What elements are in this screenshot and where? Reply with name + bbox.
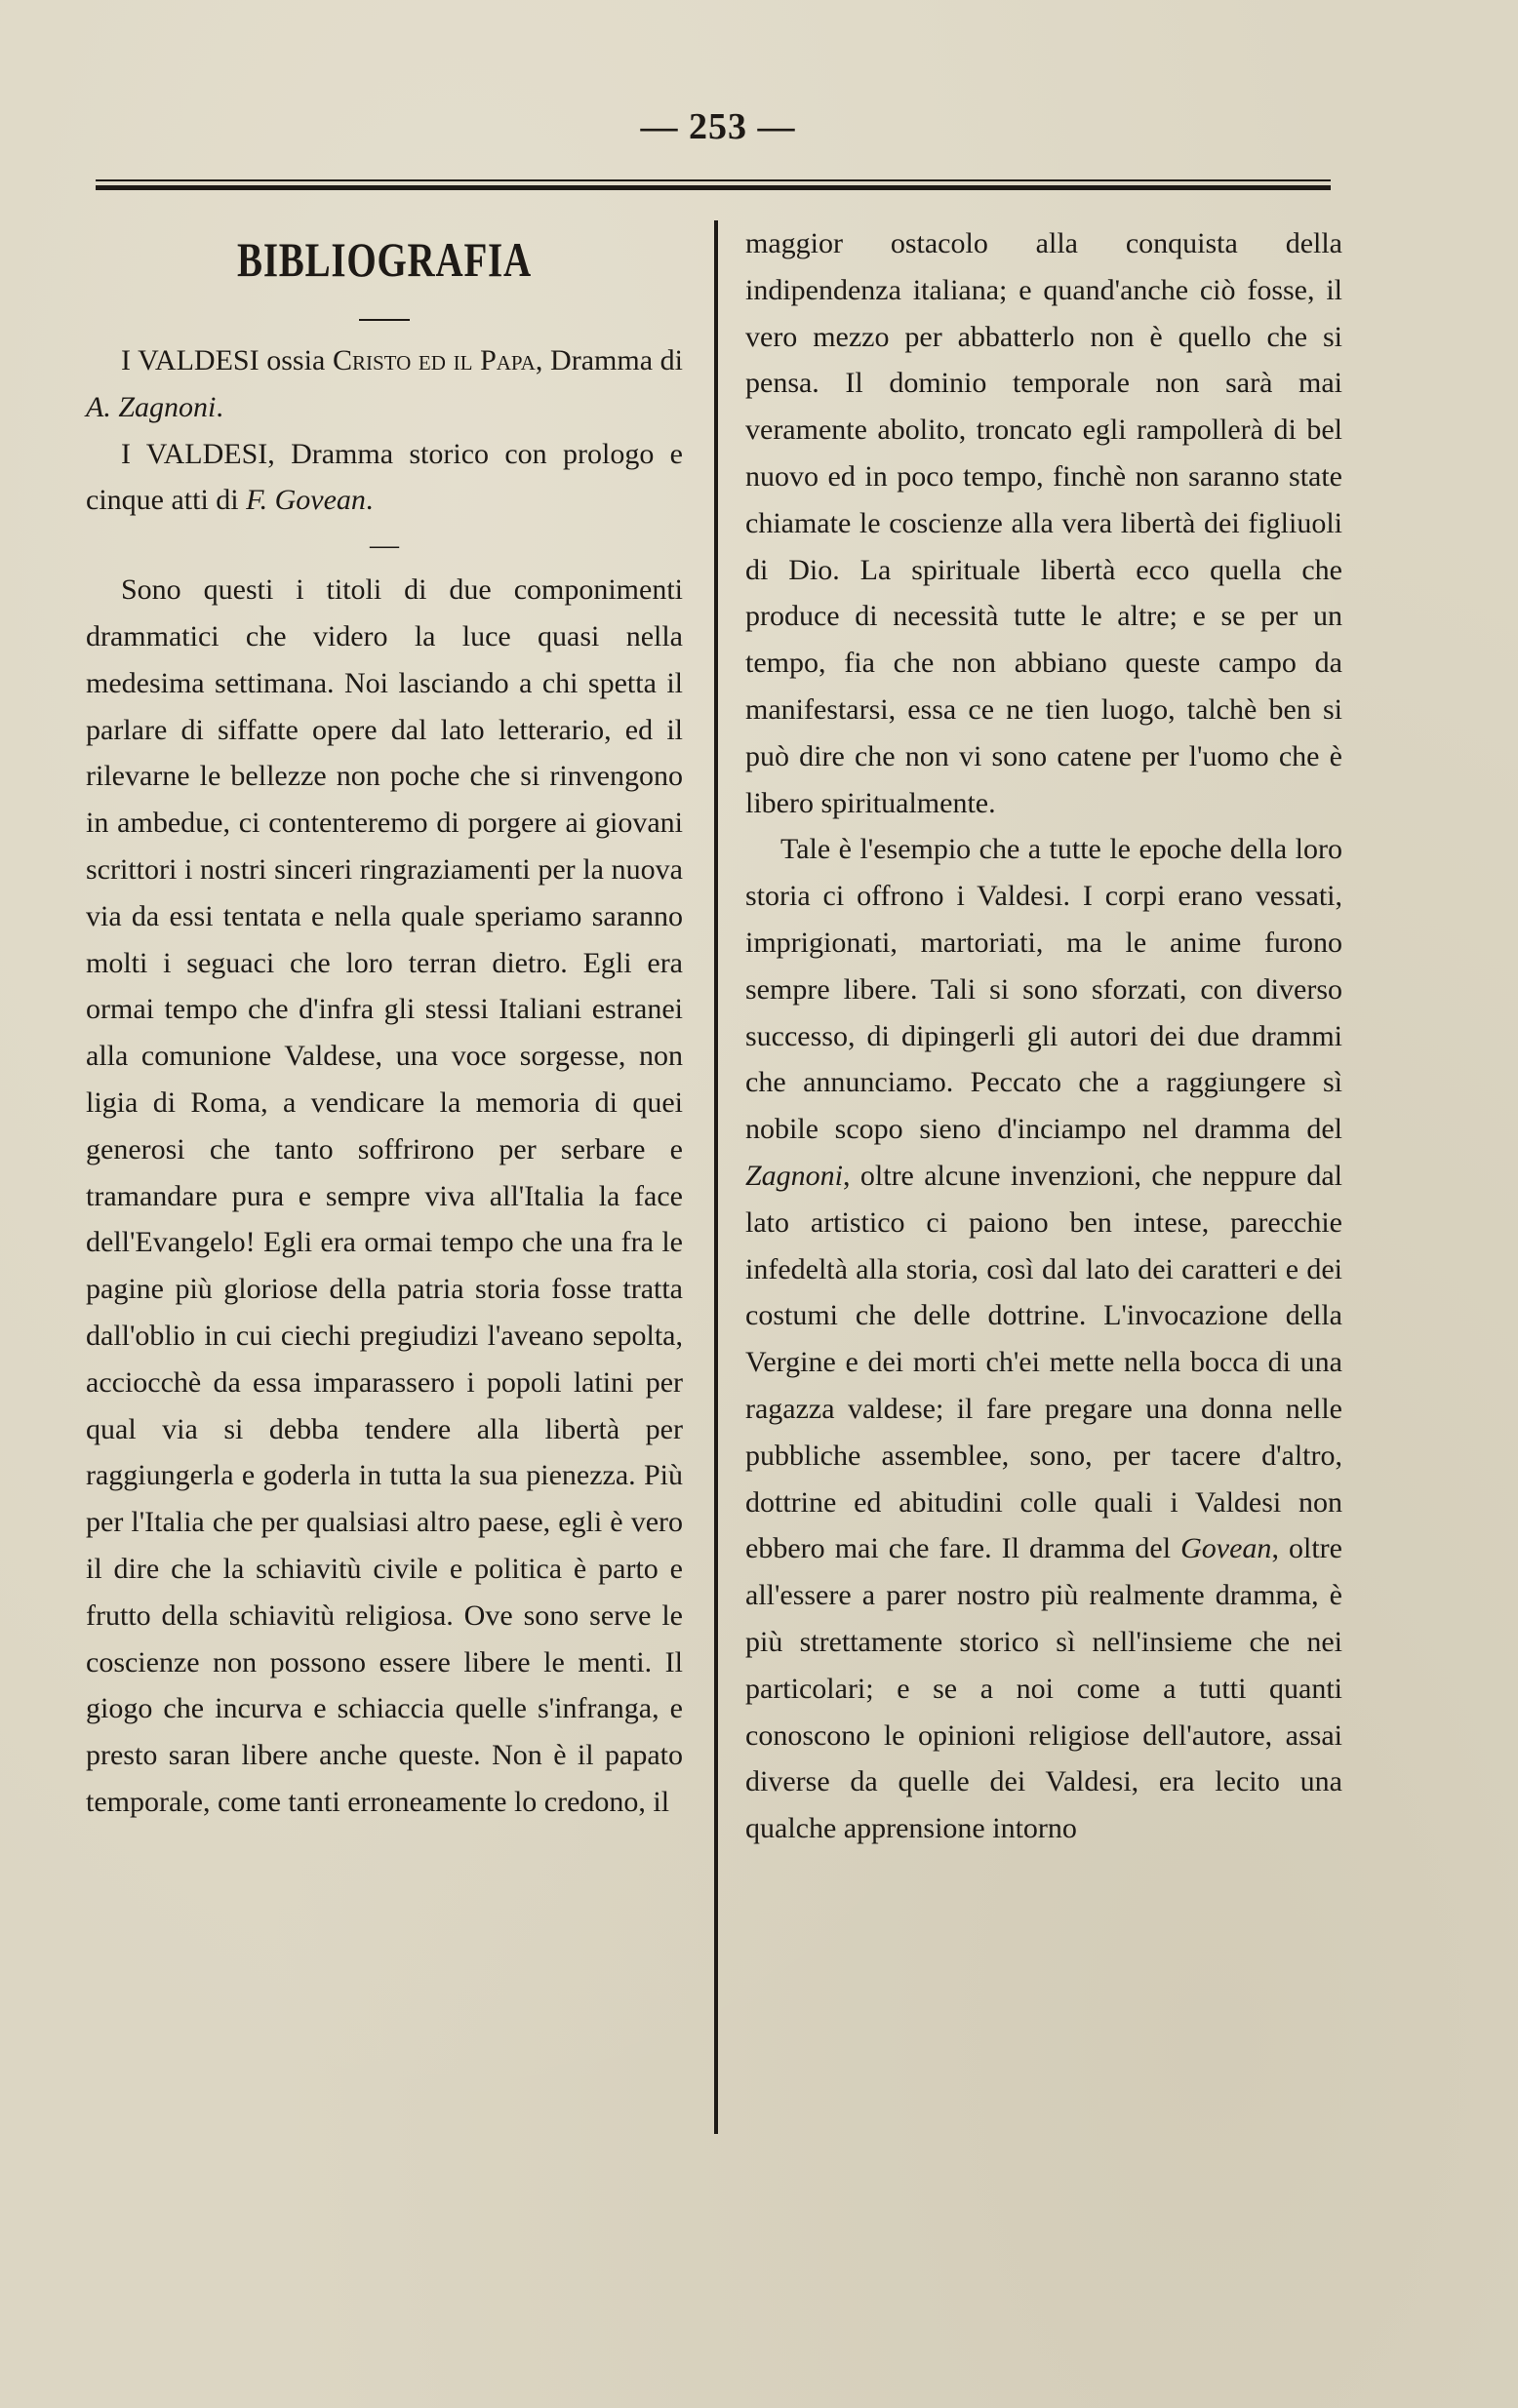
- title-separator: [86, 298, 683, 337]
- header-rule-thick: [96, 185, 1331, 190]
- left-column: [86, 220, 683, 1826]
- bibliographic-entry-1: I VALDESI ossia Cristo ed il Papa, Dramma di A. Zagnoni.: [86, 344, 684, 423]
- page-number: — 253 —: [640, 106, 796, 147]
- entries-separator: —: [370, 529, 399, 562]
- header-rule-thin: [96, 179, 1331, 181]
- section-title: BIBLIOGRAFIA: [237, 232, 532, 287]
- body-paragraph-1: Sono questi i titoli di due componimenti drammatici che videro la luce quasi nella medesima settimana. Noi lasciando a chi spetta il parlare di siffatte opere dal lato letterario, ed il rilevarne le bellezze non poche che si rinvengono in ambedue, ci contenteremo di porgere ai giovani scrittori i nostri sinceri ringraziamenti per la nuova via da essi tentata e nella quale speriamo saranno molti i seguaci che loro terran dietro. Egli era ormai tempo che d'infra gli stessi Italiani estranei alla comunione Valdese, una voce sorgesse, non ligia di Roma, a vendicare la memoria di quei generosi che tanto soffrirono per serbare e tramandare pura e sempre viva all'Italia la face dell'Evangelo! Egli era ormai tempo che una fra le pagine più gloriose della patria storia fosse tratta dall'oblio in cui ciechi pregiudizi l'aveano sepolta, acciocchè da essa imparassero i popoli latini per qual via si debba tendere alla libertà per raggiungerla e goderla in tutta la sua pienezza. Più per l'Italia che per qualsiasi altro paese, egli è vero il dire che la schiavitù civile e politica è parto e frutto della schiavitù religiosa. Ove sono serve le coscienze non possono essere libere le menti. Il giogo che incurva e schiaccia quelle s'infranga, e presto saran libere anche queste. Non è il papato temporale, come tanti erroneamente lo credono, il: [86, 573, 683, 1818]
- bibliographic-entry-2: I VALDESI, Dramma storico con prologo e cinque atti di F. Govean.: [86, 437, 683, 517]
- column-divider: [714, 220, 718, 2134]
- body-paragraph-2: Tale è l'esempio che a tutte le epoche della loro storia ci offrono i Valdesi. I corpi erano vessati, imprigionati, martoriati, ma le anime furono sempre libere. Tali si sono sforzati, con diverso successo, di dipingerli gli autori dei due drammi che annunciamo. Peccato che a raggiungere sì nobile scopo sieno d'inciampo nel dramma del Zagnoni, oltre alcune invenzioni, che neppure dal lato artistico ci paiono ben intese, parecchie infedeltà alla storia, così dal lato dei caratteri e dei costumi che delle dottrine. L'invocazione della Vergine e dei morti ch'ei mette nella bocca di una ragazza valdese; il fare pregare una donna nelle pubbliche assemblee, sono, per tacere d'altro, dottrine ed abitudini colle quali i Valdesi non ebbero mai che fare. Il dramma del Govean, oltre all'essere a parer nostro più realmente dramma, è più strettamente storico sì nell'insieme che nei particolari; e se a noi come a tutti quanti conoscono le opinioni religiose dell'autore, assai diverse da quelle dei Valdesi, era lecito una qualche apprensione intorno: [745, 833, 1342, 1845]
- body-paragraph-1-continued: maggior ostacolo alla conquista della indipendenza italiana; e quand'anche ciò fosse, il vero mezzo per abbatterlo non è quello che si pensa. Il dominio temporale non sarà mai veramente abolito, troncato egli rampollerà di bel nuovo ed in poco tempo, finchè non saranno state chiamate le coscienze alla vera libertà dei figliuoli di Dio. La spirituale libertà ecco quella che produce di necessità tutte le altre; e se per un tempo, fia che non abbiano queste campo da manifestarsi, essa ce ne tien luogo, talchè ben si può dire che non vi sono catene per l'uomo che è libero spiritualmente.: [745, 227, 1342, 819]
- right-column: [745, 220, 1342, 1852]
